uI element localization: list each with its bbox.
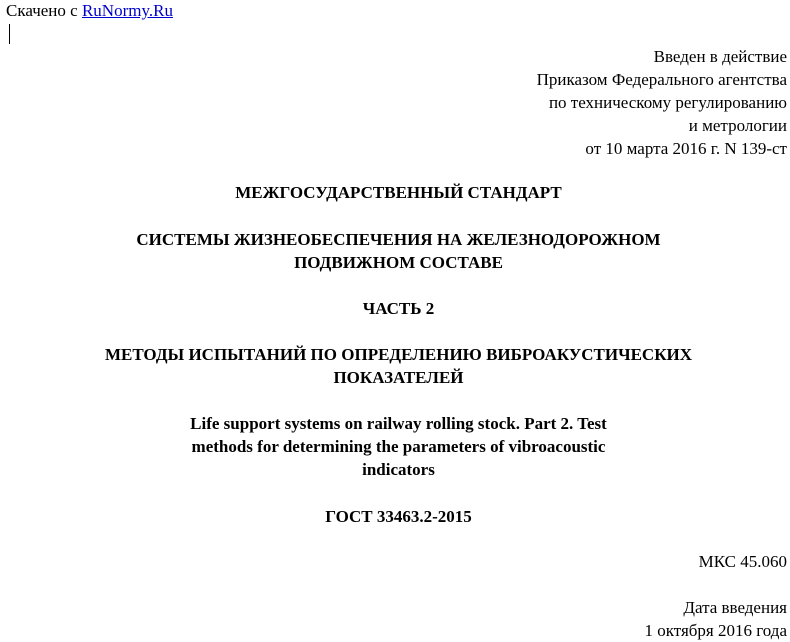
- subtitle: [0, 343, 790, 389]
- text-cursor: [9, 24, 10, 44]
- source-line: [6, 1, 173, 21]
- english-title-line: Life support systems on railway rolling stock. Part 2. Test: [190, 414, 607, 433]
- runormy-link[interactable]: RuNormy.Ru: [81, 1, 173, 20]
- standard-type: МЕЖГОСУДАРСТВЕННЫЙ СТАНДАРТ: [235, 183, 562, 202]
- mks-code: МКС 45.060: [698, 552, 787, 571]
- enactment-line: от 10 марта 2016 г. N 139-ст: [585, 139, 787, 158]
- introduction-label: Дата введения: [683, 598, 787, 617]
- enactment-line: и метрологии: [688, 116, 787, 135]
- gost-number-heading: [0, 505, 790, 528]
- part-heading: [0, 297, 790, 320]
- enactment-block: [537, 45, 787, 160]
- main-title-line: СИСТЕМЫ ЖИЗНЕОБЕСПЕЧЕНИЯ НА ЖЕЛЕЗНОДОРОЖНОМ: [136, 230, 661, 249]
- main-title: [0, 228, 790, 274]
- downloaded-from-text: Скачено с: [6, 1, 78, 20]
- enactment-line: по техническому регулированию: [548, 93, 787, 112]
- english-title: [0, 412, 790, 481]
- english-title-line: indicators: [362, 460, 435, 479]
- part-label: ЧАСТЬ 2: [362, 299, 435, 318]
- main-title-line: ПОДВИЖНОМ СОСТАВЕ: [294, 253, 503, 272]
- english-title-line: methods for determining the parameters of vibroacoustic: [191, 437, 606, 456]
- standard-type-heading: [0, 181, 790, 204]
- gost-number: ГОСТ 33463.2-2015: [325, 507, 472, 526]
- introduction-date: 1 октября 2016 года: [644, 621, 787, 640]
- enactment-line: Введен в действие: [653, 47, 787, 66]
- subtitle-line: МЕТОДЫ ИСПЫТАНИЙ ПО ОПРЕДЕЛЕНИЮ ВИБРОАКУСТИЧЕСКИХ: [104, 345, 693, 364]
- subtitle-line: ПОКАЗАТЕЛЕЙ: [333, 368, 464, 387]
- enactment-line: Приказом Федерального агентства: [536, 70, 787, 89]
